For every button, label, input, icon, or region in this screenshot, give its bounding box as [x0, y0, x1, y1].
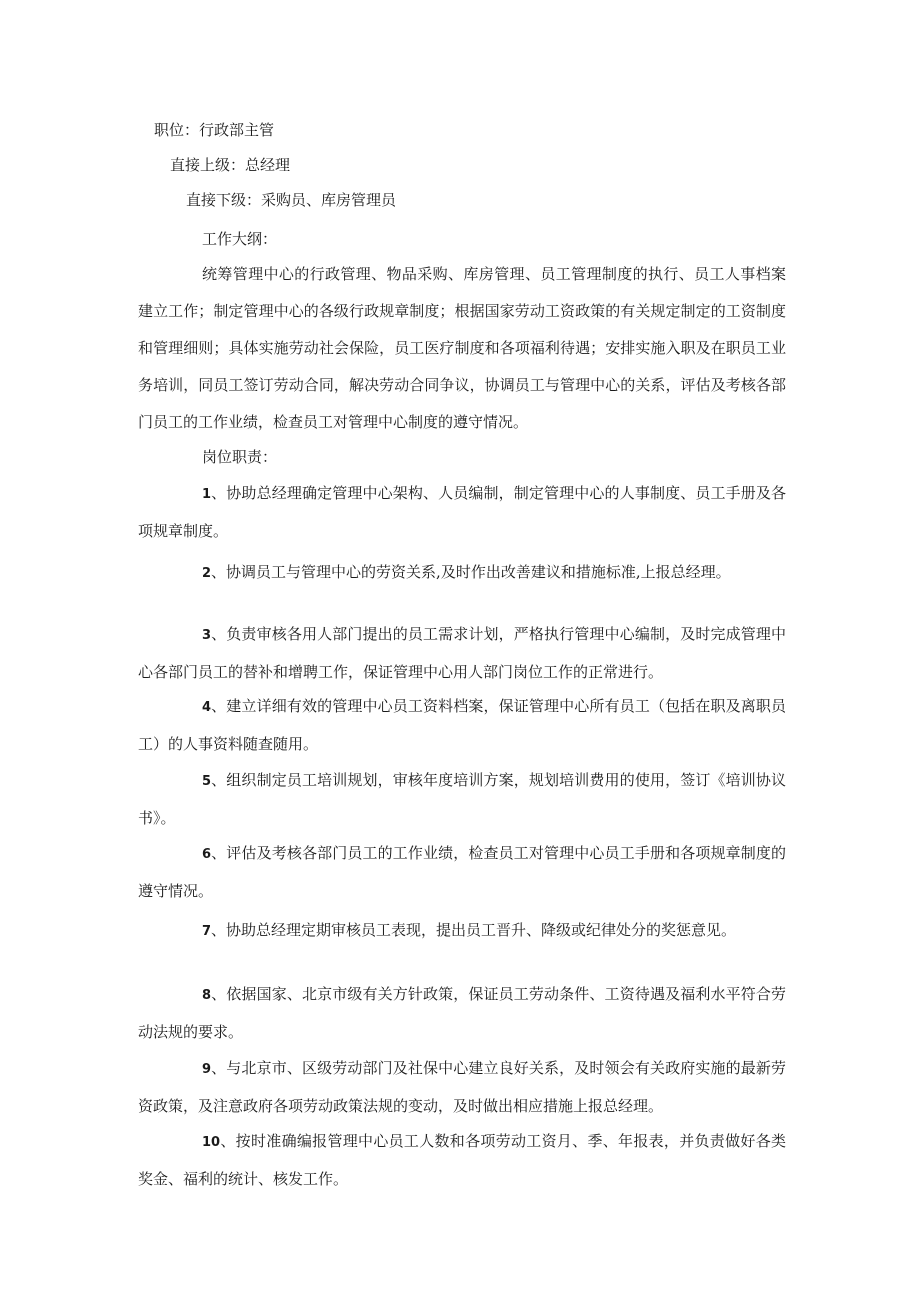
- duty-number: 2: [202, 566, 212, 581]
- duty-item-1: [138, 475, 786, 550]
- duty-text: 、协助总经理确定管理中心架构、人员编制，制定管理中心的人事制度、员工手册及各项规章制度。: [138, 484, 786, 540]
- outline-heading: 工作大纲：: [202, 230, 278, 248]
- duty-item-2: [138, 554, 786, 592]
- duty-number: 5: [202, 774, 212, 789]
- duty-item-5: [138, 762, 786, 837]
- duty-text: 、建立详细有效的管理中心员工资料档案，保证管理中心所有员工（包括在职及离职员工）的人事资料随查随用。: [138, 697, 786, 753]
- outline-body: [138, 256, 786, 441]
- duty-number: 10: [202, 1135, 221, 1150]
- duty-text: 、协助总经理定期审核员工表现，提出员工晋升、降级或纪律处分的奖惩意见。: [211, 921, 737, 939]
- duties-heading: 岗位职责：: [202, 448, 278, 466]
- duty-text: 、依据国家、北京市级有关方针政策，保证员工劳动条件、工资待遇及福利水平符合劳动法规的要求。: [138, 985, 786, 1041]
- duty-text: 、按时准确编报管理中心员工人数和各项劳动工资月、季、年报表，并负责做好各类奖金、福利的统计、核发工作。: [138, 1132, 786, 1188]
- duty-text: 、组织制定员工培训规划，审核年度培训方案，规划培训费用的使用，签订《培训协议书》。: [138, 771, 786, 827]
- duty-text: 、协调员工与管理中心的劳资关系,及时作出改善建议和措施标准,上报总经理。: [211, 563, 731, 581]
- duty-number: 6: [202, 847, 212, 862]
- duty-item-9: [138, 1050, 786, 1125]
- duty-number: 1: [202, 487, 212, 502]
- duty-item-10: [138, 1123, 786, 1198]
- duty-item-8: [138, 976, 786, 1051]
- duty-item-6: [138, 835, 786, 910]
- duty-number: 9: [202, 1062, 212, 1077]
- duty-number: 4: [202, 700, 212, 715]
- duty-number: 7: [202, 924, 212, 939]
- superior-line: 直接上级：总经理: [170, 156, 291, 174]
- duty-item-4: [138, 688, 786, 763]
- duty-item-3: [138, 616, 786, 691]
- duty-number: 8: [202, 988, 212, 1003]
- duty-text: 、与北京市、区级劳动部门及社保中心建立良好关系，及时领会有关政府实施的最新劳资政策，及注意政府各项劳动政策法规的变动，及时做出相应措施上报总经理。: [138, 1059, 786, 1115]
- outline-body-text: 统筹管理中心的行政管理、物品采购、库房管理、员工管理制度的执行、员工人事档案建立工作；制定管理中心的各级行政规章制度；根据国家劳动工资政策的有关规定制定的工资制度和管理细则；具体实施劳动社会保险，员工医疗制度和各项福利待遇；安排实施入职及在职员工业务培训，同员工签订劳动合同，解决劳动合同争议，协调员工与管理中心的关系，评估及考核各部门员工的工作业绩，检查员工对管理中心制度的遵守情况。: [138, 265, 786, 431]
- duty-item-7: [138, 912, 786, 950]
- duty-text: 、评估及考核各部门员工的工作业绩，检查员工对管理中心员工手册和各项规章制度的遵守情况。: [138, 844, 786, 900]
- subordinates-line: 直接下级：采购员、库房管理员: [186, 191, 397, 209]
- duty-number: 3: [202, 628, 212, 643]
- position-line: 职位：行政部主管: [154, 121, 275, 139]
- duty-text: 、负责审核各用人部门提出的员工需求计划，严格执行管理中心编制，及时完成管理中心各部门员工的替补和增聘工作，保证管理中心用人部门岗位工作的正常进行。: [138, 625, 786, 681]
